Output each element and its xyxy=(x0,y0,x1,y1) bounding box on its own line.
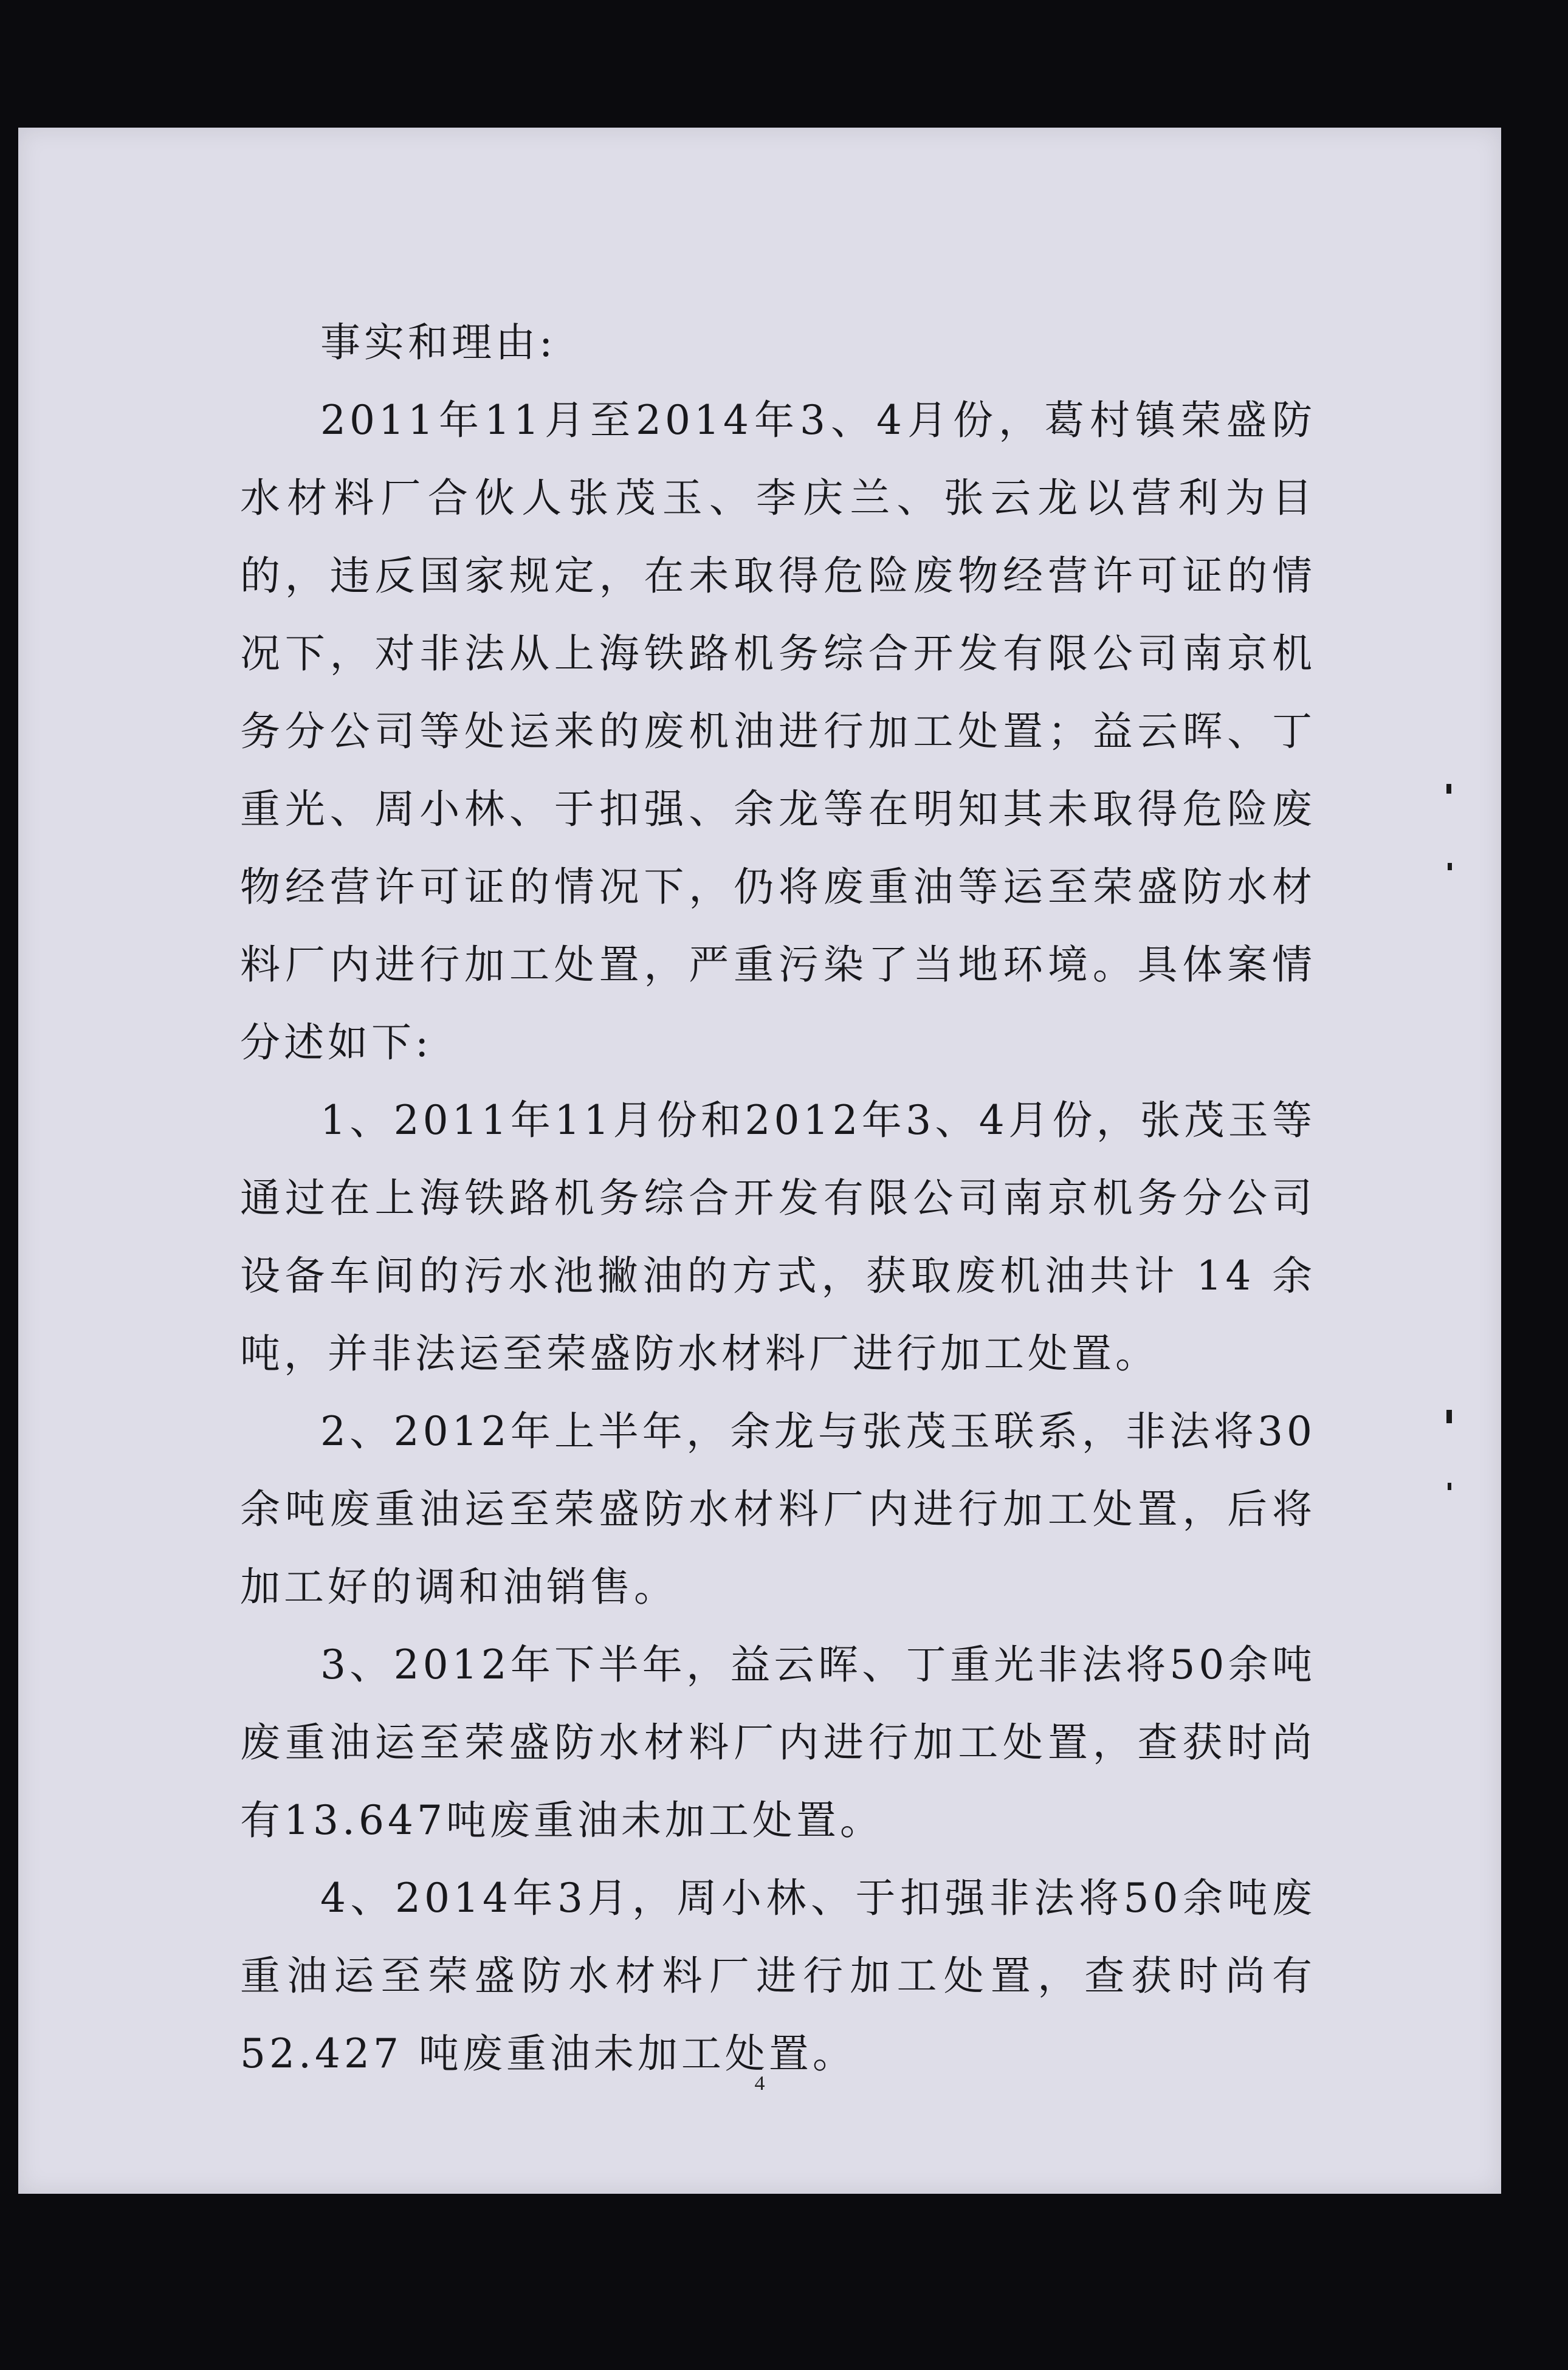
scan-speck xyxy=(1448,863,1452,870)
page-number: 4 xyxy=(754,2072,765,2095)
scan-speck xyxy=(1448,1483,1451,1490)
scan-speck xyxy=(1446,1410,1452,1423)
paragraph-item-4: 4、2014年3月，周小林、于扣强非法将50余吨废重油运至荣盛防水材料厂进行加工处置，查获时尚有 52.427 吨废重油未加工处置。 xyxy=(240,1875,1316,2077)
scan-speck xyxy=(1446,784,1451,794)
paragraph-item-3: 3、2012年下半年，益云晖、丁重光非法将50余吨废重油运至荣盛防水材料厂内进行加工处置，查获时尚有13.647吨废重油未加工处置。 xyxy=(240,1641,1316,1844)
section-heading: 事实和理由: xyxy=(320,319,557,366)
document-body xyxy=(240,304,1316,2093)
paragraph-item-1: 1、2011年11月份和2012年3、4月份，张茂玉等通过在上海铁路机务综合开发有限公司南京机务分公司设备车间的污水池撇油的方式，获取废机油共计 14 余吨，并非法运至荣盛防水材料厂进行加工处置。 xyxy=(240,1097,1316,1377)
paragraph-summary: 2011年11月至2014年3、4月份，葛村镇荣盛防水材料厂合伙人张茂玉、李庆兰、张云龙以营利为目的，违反国家规定，在未取得危险废物经营许可证的情况下，对非法从上海铁路机务综合开发有限公司南京机务分公司等处运来的废机油进行加工处置；益云晖、丁重光、周小林、于扣强、余龙等在明知其未取得危险废物经营许可证的情况下，仍将废重油等运至荣盛防水材料厂内进行加工处置，严重污染了当地环境。具体案情分述如下: xyxy=(240,397,1316,1066)
paragraph-item-2: 2、2012年上半年，余龙与张茂玉联系，非法将30余吨废重油运至荣盛防水材料厂内进行加工处置，后将加工好的调和油销售。 xyxy=(240,1408,1316,1610)
